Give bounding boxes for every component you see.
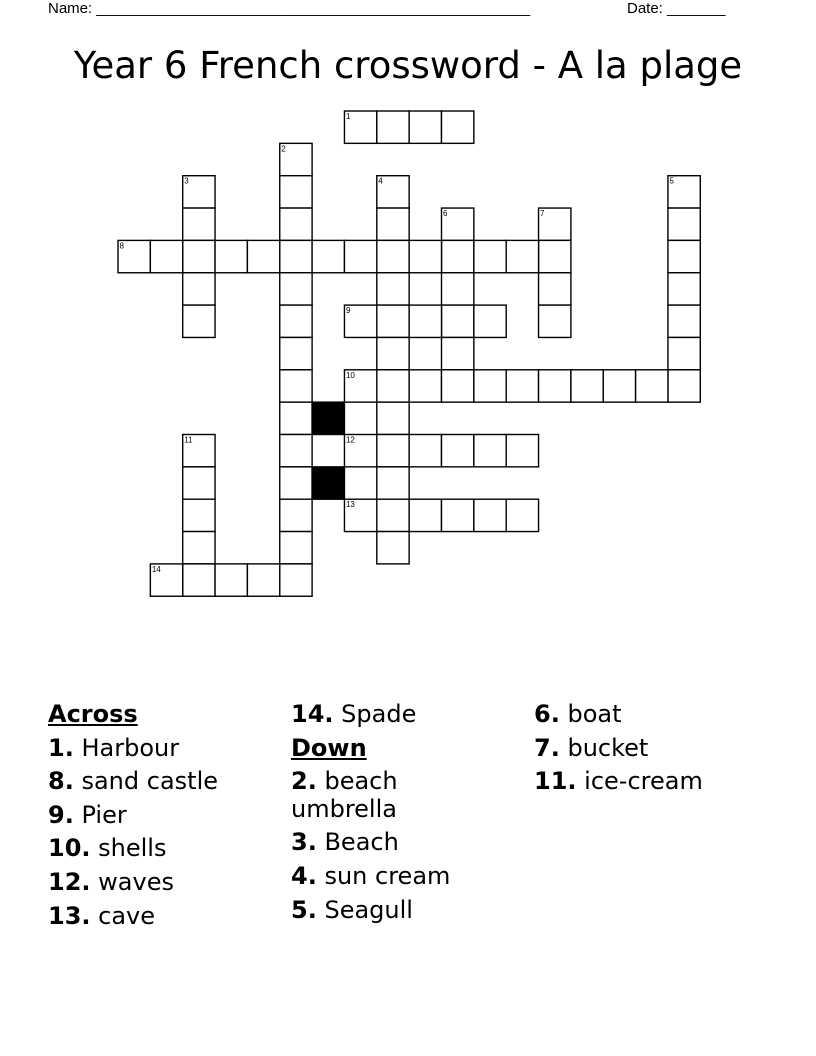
- crossword-cell[interactable]: [442, 370, 474, 402]
- clue-number-label: 13: [345, 500, 355, 510]
- crossword-cell[interactable]: [442, 305, 474, 337]
- crossword-cell[interactable]: [280, 370, 312, 402]
- clue-across-1: 1. Harbour: [48, 733, 180, 762]
- crossword-cell[interactable]: [280, 305, 312, 337]
- crossword-cell[interactable]: [344, 240, 376, 272]
- clue-column-2: [291, 701, 481, 930]
- crossword-cell[interactable]: [539, 273, 571, 305]
- down-heading: Down: [291, 733, 367, 762]
- crossword-cell[interactable]: [280, 532, 312, 564]
- crossword-cell[interactable]: [215, 240, 247, 272]
- crossword-cell[interactable]: [442, 435, 474, 467]
- crossword-cell[interactable]: [377, 370, 409, 402]
- crossword-cell[interactable]: [668, 240, 700, 272]
- crossword-cell[interactable]: [312, 240, 344, 272]
- crossword-cell[interactable]: [280, 176, 312, 208]
- across-heading: Across: [48, 700, 138, 728]
- crossword-cell[interactable]: [668, 337, 700, 369]
- crossword-cell[interactable]: [442, 499, 474, 531]
- clue-down-6: 6. boat: [534, 700, 622, 728]
- clue-down-3: 3. Beach: [291, 828, 399, 857]
- clue-number-label: 5: [669, 176, 674, 186]
- crossword-cell[interactable]: [150, 240, 182, 272]
- clue-number-label: 12: [345, 435, 355, 445]
- clue-column-1: [48, 701, 283, 936]
- clue-number-label: 9: [345, 306, 351, 316]
- crossword-cell[interactable]: [280, 564, 312, 596]
- crossword-cell[interactable]: [506, 435, 538, 467]
- crossword-cell[interactable]: [377, 337, 409, 369]
- crossword-cell[interactable]: [280, 402, 312, 434]
- clue-down-7: 7. bucket: [534, 733, 649, 762]
- crossword-cell[interactable]: [474, 370, 506, 402]
- clue-number-label: 3: [184, 176, 189, 186]
- crossword-cell[interactable]: [474, 305, 506, 337]
- clue-number-label: 2: [281, 144, 286, 154]
- crossword-cell[interactable]: [280, 337, 312, 369]
- crossword-cell[interactable]: [603, 370, 635, 402]
- page-title: Year 6 French crossword - A la plage: [73, 44, 743, 87]
- crossword-cell[interactable]: [636, 370, 668, 402]
- crossword-cell[interactable]: [183, 499, 215, 531]
- crossword-cell[interactable]: [377, 240, 409, 272]
- crossword-cell[interactable]: [183, 273, 215, 305]
- crossword-cell[interactable]: [442, 273, 474, 305]
- crossword-black-cell: [312, 467, 344, 499]
- clue-across-14: 14. Spade: [291, 700, 417, 728]
- crossword-cell[interactable]: [539, 305, 571, 337]
- crossword-cell[interactable]: [280, 273, 312, 305]
- crossword-cell[interactable]: [668, 370, 700, 402]
- clue-down-2: 2. beach umbrella: [291, 767, 398, 823]
- crossword-cell[interactable]: [539, 240, 571, 272]
- crossword-cell[interactable]: [442, 111, 474, 143]
- crossword-cell[interactable]: [280, 240, 312, 272]
- crossword-cell[interactable]: [280, 208, 312, 240]
- crossword-cell[interactable]: [183, 240, 215, 272]
- crossword-cell[interactable]: [571, 370, 603, 402]
- crossword-cell[interactable]: [474, 240, 506, 272]
- crossword-cell[interactable]: [668, 208, 700, 240]
- crossword-cell[interactable]: [409, 111, 441, 143]
- clue-column-3: [534, 701, 769, 802]
- clue-number-label: 8: [119, 241, 124, 251]
- clue-down-4: 4. sun cream: [291, 861, 451, 890]
- clue-down-5: 5. Seagull: [291, 895, 413, 924]
- crossword-cell[interactable]: [377, 532, 409, 564]
- crossword-cell[interactable]: [247, 240, 279, 272]
- name-field[interactable]: Name: ____________________________________________________: [48, 0, 531, 17]
- crossword-cell[interactable]: [409, 305, 441, 337]
- crossword-cell[interactable]: [377, 435, 409, 467]
- crossword-cell[interactable]: [377, 208, 409, 240]
- crossword-cell[interactable]: [247, 564, 279, 596]
- clue-down-11: 11. ice-cream: [534, 767, 703, 796]
- crossword-cell[interactable]: [442, 337, 474, 369]
- crossword-cell[interactable]: [183, 532, 215, 564]
- crossword-cell[interactable]: [506, 240, 538, 272]
- crossword-cell[interactable]: [377, 467, 409, 499]
- clue-across-10: 10. shells: [48, 834, 167, 863]
- crossword-cell[interactable]: [409, 499, 441, 531]
- crossword-cell[interactable]: [668, 273, 700, 305]
- crossword-cell[interactable]: [506, 499, 538, 531]
- crossword-cell[interactable]: [183, 467, 215, 499]
- crossword-cell[interactable]: [183, 305, 215, 337]
- crossword-cell[interactable]: [377, 273, 409, 305]
- crossword-cell[interactable]: [442, 240, 474, 272]
- clue-number-label: 6: [443, 209, 448, 219]
- crossword-cell[interactable]: [409, 370, 441, 402]
- clue-number-label: 11: [184, 435, 193, 445]
- crossword-cell[interactable]: [474, 435, 506, 467]
- crossword-cell[interactable]: [377, 111, 409, 143]
- clue-number-label: 7: [540, 209, 545, 219]
- crossword-cell[interactable]: [183, 208, 215, 240]
- clue-across-13: 13. cave: [48, 901, 156, 930]
- crossword-cell[interactable]: [377, 499, 409, 531]
- crossword-cell[interactable]: [506, 370, 538, 402]
- crossword-cell[interactable]: [474, 499, 506, 531]
- crossword-cell[interactable]: [377, 305, 409, 337]
- crossword-cell[interactable]: [280, 467, 312, 499]
- crossword-cell[interactable]: [280, 435, 312, 467]
- clue-across-12: 12. waves: [48, 867, 174, 896]
- crossword-cell[interactable]: [183, 564, 215, 596]
- crossword-cell[interactable]: [539, 370, 571, 402]
- crossword-black-cell: [312, 402, 344, 434]
- clue-number-label: 4: [378, 176, 383, 186]
- crossword-cell[interactable]: [409, 240, 441, 272]
- crossword-cell[interactable]: [215, 564, 247, 596]
- crossword-cell[interactable]: [409, 435, 441, 467]
- clue-number-label: 10: [345, 370, 355, 380]
- clue-number-label: 14: [151, 564, 161, 574]
- clue-across-8: 8. sand castle: [48, 767, 219, 796]
- crossword-cell[interactable]: [377, 402, 409, 434]
- clue-number-label: 1: [345, 112, 351, 121]
- clue-across-9: 9. Pier: [48, 800, 127, 829]
- crossword-cell[interactable]: [280, 499, 312, 531]
- date-field[interactable]: Date: _______: [627, 0, 726, 17]
- crossword-cell[interactable]: [668, 305, 700, 337]
